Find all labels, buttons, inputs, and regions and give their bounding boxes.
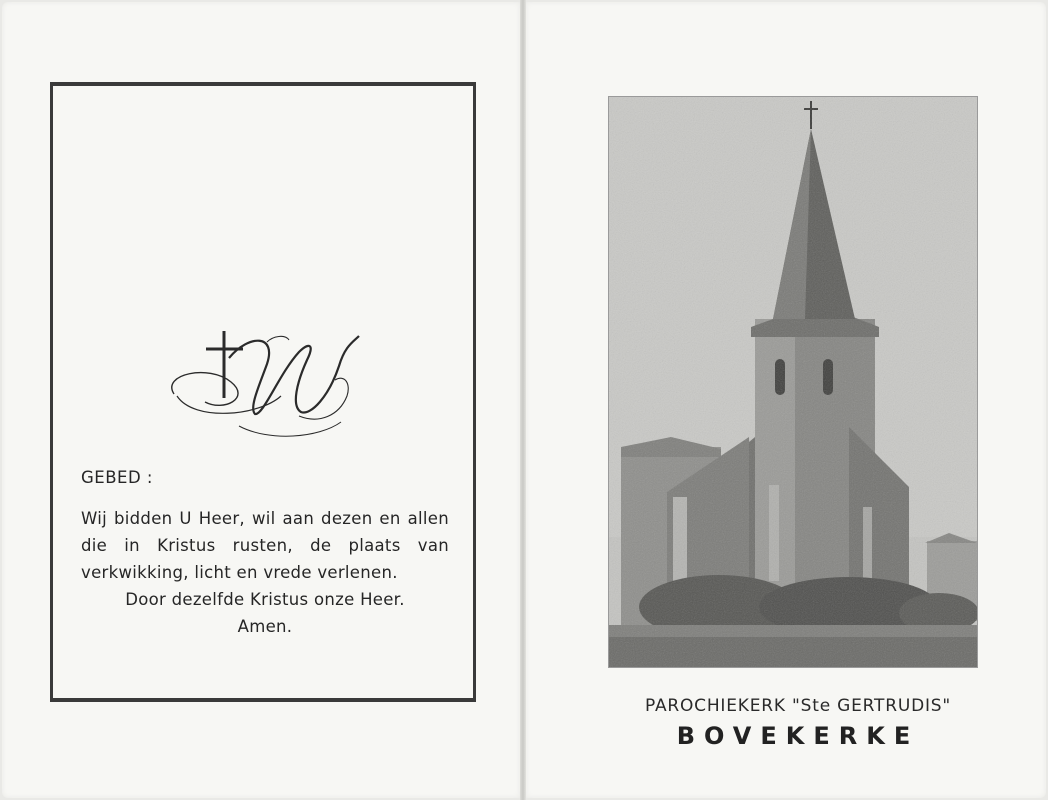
church-photo bbox=[608, 96, 978, 668]
prayer-text bbox=[81, 464, 449, 640]
prayer-closing: Door dezelfde Kristus onze Heer. bbox=[125, 590, 405, 609]
prayer-amen: Amen. bbox=[237, 617, 293, 636]
church-caption-title: PAROCHIEKERK "Ste GERTRUDIS" bbox=[644, 696, 952, 716]
church-icon bbox=[609, 97, 977, 667]
cross-monogram-icon bbox=[169, 246, 369, 446]
prayer-heading: GEBED : bbox=[81, 468, 153, 487]
right-page bbox=[526, 2, 1046, 798]
church-caption-place: BOVEKERKE bbox=[676, 722, 920, 750]
left-page bbox=[2, 2, 520, 798]
prayer-body: Wij bidden U Heer, wil aan dezen en allen die in Kristus rusten, de plaats van verkwikking, licht en vrede verlenen. bbox=[81, 509, 449, 582]
memorial-frame bbox=[50, 82, 476, 702]
